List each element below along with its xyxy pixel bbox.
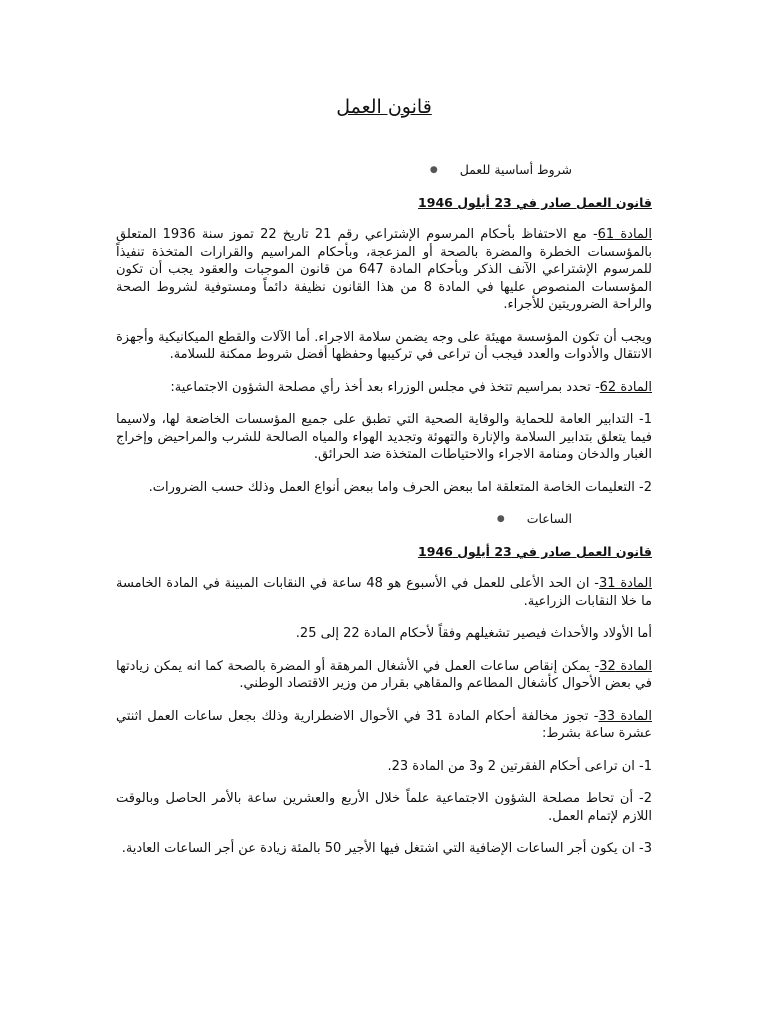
section-hours	[116, 511, 652, 858]
paragraph	[116, 329, 652, 364]
article-number: المادة 33	[598, 708, 652, 724]
paragraph-article-33	[116, 708, 652, 743]
law-reference: قانون العمل صادر في 23 أيلول 1946	[418, 195, 652, 210]
article-number: المادة 32	[599, 658, 652, 674]
paragraph	[116, 625, 652, 643]
paragraph-article-61	[116, 226, 652, 314]
paragraph-item-2	[116, 479, 652, 497]
section-heading	[116, 511, 652, 526]
paragraph-article-31	[116, 575, 652, 610]
section-heading	[116, 162, 652, 177]
paragraph-article-62	[116, 379, 652, 397]
paragraph-item-2	[116, 790, 652, 825]
paragraph-item-3	[116, 840, 652, 858]
paragraph-text: 1- التدابير العامة للحماية والوقاية الصحية التي تطبق على جميع المؤسسات الخاضعة لها، ولاسيما فيما يتعلق بتدابير السلامة والإنارة والتهوئة وتجديد الهواء والمياه الصالحة للشرب والمراحيض وإخراج الغبار والدخان ومنامة الاجراء والاحتياطات المتخذة ضد الحرائق.	[116, 412, 652, 462]
paragraph-item-1	[116, 758, 652, 776]
section-basic-conditions	[116, 162, 652, 496]
bullet-icon: ●	[496, 513, 505, 524]
paragraph-text: 3- ان يكون أجر الساعات الإضافية التي اشتغل فيها الأجير 50 بالمئة زيادة عن أجر الساعات العادية.	[121, 841, 652, 856]
article-number: المادة 61	[597, 227, 653, 242]
section-heading-text: شروط أساسية للعمل	[459, 162, 572, 177]
paragraph-text: أما الأولاد والأحداث فيصير تشغيلهم وفقاً لأحكام المادة 22 إلى 25.	[295, 626, 652, 641]
paragraph-text: - تحدد بمراسيم تتخذ في مجلس الوزراء بعد أخذ رأي مصلحة الشؤون الاجتماعية:	[170, 379, 600, 395]
paragraph-text: 1- ان تراعى أحكام الفقرتين 2 و3 من المادة 23.	[387, 758, 652, 774]
paragraph-article-32	[116, 658, 652, 693]
document-body	[116, 92, 652, 873]
section-heading-text: الساعات	[526, 511, 572, 526]
law-reference: قانون العمل صادر في 23 أيلول 1946	[418, 544, 652, 559]
paragraph-item-1	[116, 411, 652, 464]
article-number: المادة 62	[599, 379, 652, 395]
page-title: قانون العمل	[336, 96, 432, 118]
paragraph-text: 2- التعليمات الخاصة المتعلقة اما ببعض الحرف واما ببعض أنواع العمل وذلك حسب الضرورات.	[148, 479, 652, 495]
paragraph-text: ويجب أن تكون المؤسسة مهيئة على وجه يضمن سلامة الاجراء. أما الآلات والقطع الميكانيكية وأجهزة الانتقال والأدوات والعدد فيجب أن تراعى في تركيبها وحفظها أفضل شروط ممكنة للسلامة.	[116, 329, 652, 362]
paragraph-text: - تجوز مخالفة أحكام المادة 31 في الأحوال الاضطرارية وذلك بجعل ساعات العمل اثنتي عشرة ساعة بشرط:	[116, 708, 652, 741]
bullet-icon: ●	[429, 164, 438, 175]
paragraph-text: - مع الاحتفاظ بأحكام المرسوم الإشتراعي رقم 21 تاريخ 22 تموز سنة 1936 المتعلق بالمؤسسات الخطرة والمضرة بالصحة أو المزعجة، وبأحكام المراسيم والقرارات المتخذة تنفيذاً للمرسوم الإشتراعي الآنف الذكر وبأحكام المادة 647 من قانون الموجبات والعقود يجب أن تكون المؤسسات المنصوص عليها في المادة 8 من هذا القانون نظيفة دائماً ومستوفية لشروط الصحة والراحة الضروريتين للأجراء.	[116, 227, 652, 312]
paragraph-text: 2- أن تحاط مصلحة الشؤون الاجتماعية علماً خلال الأربع والعشرين ساعة بالأمر الحاصل وبالوقت اللازم لإتمام العمل.	[116, 791, 652, 824]
paragraph-text: - يمكن إنقاص ساعات العمل في الأشغال المرهقة أو المضرة بالصحة كما انه يمكن زيادتها في بعض الأحوال كأشغال المطاعم والمقاهي بقرار من وزير الاقتصاد الوطني.	[116, 658, 652, 691]
paragraph-text: - ان الحد الأعلى للعمل في الأسبوع هو 48 ساعة في النقابات المبينة في المادة الخامسة ما خلا النقابات الزراعية.	[116, 576, 652, 609]
article-number: المادة 31	[598, 576, 653, 591]
